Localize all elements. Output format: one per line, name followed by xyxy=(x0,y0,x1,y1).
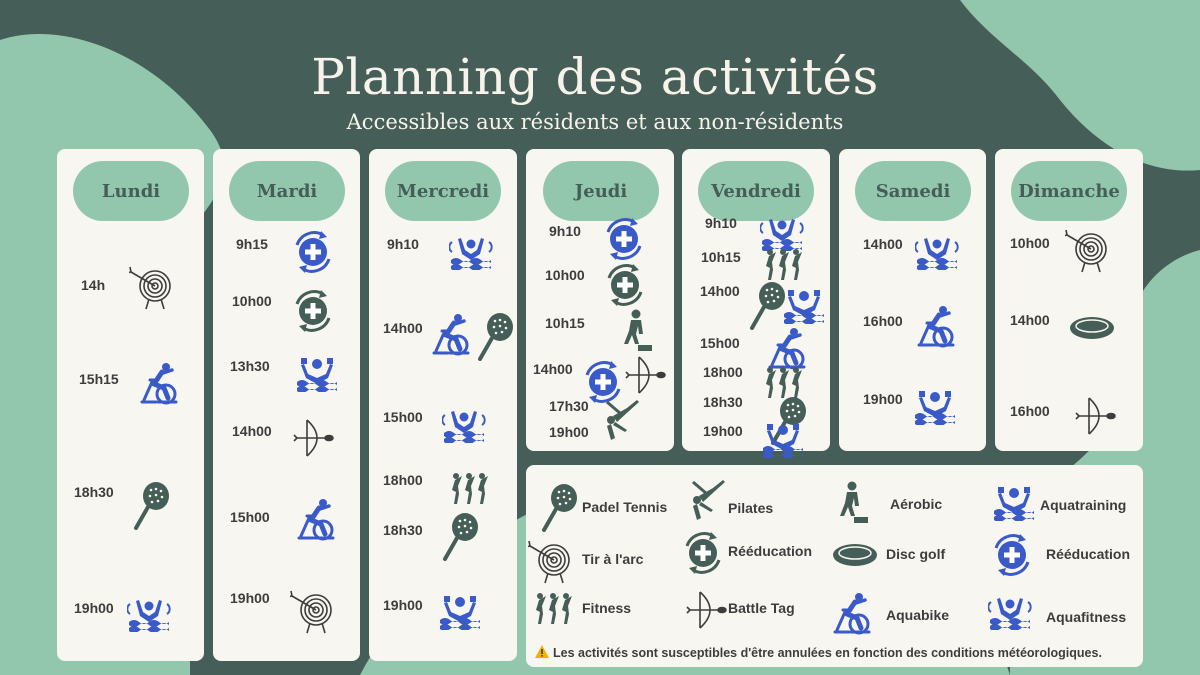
aquafitness-icon xyxy=(442,409,486,443)
legend-label: Aquafitness xyxy=(1046,609,1127,625)
slot-time: 14h00 xyxy=(700,283,740,299)
cancellation-note: Les activités sont susceptibles d'être annulées en fonction des conditions météorologiques. xyxy=(535,645,1102,661)
aquafitness-icon xyxy=(988,596,1032,630)
slot-time: 16h00 xyxy=(863,313,903,329)
aquatraining-icon xyxy=(761,420,805,458)
fitness-icon xyxy=(762,248,806,282)
slot-time: 19h00 xyxy=(863,391,903,407)
slot-time: 19h00 xyxy=(383,597,423,613)
slot-time: 10h00 xyxy=(232,293,272,309)
aquafitness-icon xyxy=(127,598,171,632)
slot-time: 18h00 xyxy=(383,472,423,488)
aerobic-icon xyxy=(834,481,870,525)
slot-time: 10h00 xyxy=(1010,235,1050,251)
slot-time: 10h15 xyxy=(701,249,741,265)
legend-label: Aérobic xyxy=(890,496,943,512)
aquabike-icon xyxy=(428,311,474,357)
day-heading: Jeudi xyxy=(543,161,659,221)
aquabike-icon xyxy=(764,325,810,371)
slot-time: 14h00 xyxy=(383,320,423,336)
battle-tag-bow-icon xyxy=(293,418,335,458)
page-title: Planning des activités xyxy=(311,48,879,106)
aerobic-icon xyxy=(618,309,654,353)
day-card-mardi xyxy=(213,149,360,661)
slot-time: 19h00 xyxy=(549,424,589,440)
day-heading: Mercredi xyxy=(385,161,501,221)
slot-time: 13h30 xyxy=(230,358,270,374)
legend-label: Fitness xyxy=(582,600,632,616)
day-heading: Dimanche xyxy=(1011,161,1127,221)
legend-label: Aquabike xyxy=(886,607,950,623)
pilates-icon xyxy=(683,478,729,522)
slot-time: 10h15 xyxy=(545,315,585,331)
archery-target-icon xyxy=(528,540,574,584)
slot-time: 15h00 xyxy=(383,409,423,425)
slot-time: 18h00 xyxy=(703,364,743,380)
aquatraining-icon xyxy=(782,286,826,324)
pilates-icon xyxy=(597,398,643,442)
reeducation-blue-icon xyxy=(600,216,648,262)
aquafitness-icon xyxy=(760,217,804,251)
slot-time: 9h15 xyxy=(236,236,268,252)
warning-icon xyxy=(535,645,549,661)
slot-time: 14h00 xyxy=(1010,312,1050,328)
slot-time: 9h10 xyxy=(549,223,581,239)
day-heading: Samedi xyxy=(855,161,971,221)
slot-time: 18h30 xyxy=(74,484,114,500)
archery-target-icon xyxy=(1065,229,1111,273)
day-heading: Vendredi xyxy=(698,161,814,221)
fitness-icon xyxy=(448,472,492,506)
slot-time: 17h30 xyxy=(549,398,589,414)
aquatraining-icon xyxy=(913,387,957,425)
battle-tag-bow-icon xyxy=(1075,396,1117,436)
legend-label: Battle Tag xyxy=(728,600,795,616)
disc-golf-icon xyxy=(831,540,879,570)
reeducation-dark-icon xyxy=(679,530,727,576)
aquatraining-icon xyxy=(295,354,339,392)
legend-label: Rééducation xyxy=(1046,546,1131,562)
page-subtitle: Accessibles aux résidents et aux non-résidents xyxy=(346,110,844,134)
slot-time: 19h00 xyxy=(230,590,270,606)
padel-racket-icon xyxy=(540,482,580,532)
archery-target-icon xyxy=(290,590,336,634)
legend-label: Disc golf xyxy=(886,546,946,562)
slot-time: 15h00 xyxy=(700,335,740,351)
day-card-mercredi xyxy=(369,149,517,661)
fitness-icon xyxy=(532,592,576,626)
aquabike-icon xyxy=(829,590,875,636)
slot-time: 19h00 xyxy=(74,600,114,616)
slot-time: 14h xyxy=(81,277,106,293)
slot-time: 15h00 xyxy=(230,509,270,525)
disc-golf-icon xyxy=(1068,313,1116,343)
aquatraining-icon xyxy=(992,483,1036,521)
aquabike-icon xyxy=(293,496,339,542)
padel-racket-icon xyxy=(476,311,516,361)
battle-tag-bow-icon xyxy=(686,590,728,630)
slot-time: 14h00 xyxy=(863,236,903,252)
slot-time: 18h30 xyxy=(383,522,423,538)
aquatraining-icon xyxy=(438,592,482,630)
day-heading: Mardi xyxy=(229,161,345,221)
padel-racket-icon xyxy=(132,480,172,530)
slot-time: 19h00 xyxy=(703,423,743,439)
legend-label: Aquatraining xyxy=(1040,497,1127,513)
reeducation-blue-icon xyxy=(988,532,1036,578)
slot-time: 18h30 xyxy=(703,394,743,410)
slot-time: 10h00 xyxy=(545,267,585,283)
aquabike-icon xyxy=(136,360,182,406)
reeducation-dark-icon xyxy=(289,288,337,334)
slot-time: 14h00 xyxy=(533,361,573,377)
slot-time: 14h00 xyxy=(232,423,272,439)
padel-racket-icon xyxy=(441,511,481,561)
archery-target-icon xyxy=(129,266,175,310)
reeducation-blue-icon xyxy=(289,229,337,275)
legend-label: Rééducation xyxy=(728,543,813,559)
slot-time: 16h00 xyxy=(1010,403,1050,419)
slot-time: 9h10 xyxy=(387,236,419,252)
slot-time: 9h10 xyxy=(705,215,737,231)
slot-time: 15h15 xyxy=(79,371,119,387)
reeducation-dark-icon xyxy=(601,262,649,308)
legend-label: Tir à l'arc xyxy=(582,551,644,567)
aquafitness-icon xyxy=(915,236,959,270)
legend-label: Pilates xyxy=(728,500,774,516)
aquabike-icon xyxy=(913,303,959,349)
battle-tag-bow-icon xyxy=(625,355,667,395)
day-heading: Lundi xyxy=(73,161,189,221)
legend-label: Padel Tennis xyxy=(582,499,668,515)
aquafitness-icon xyxy=(449,236,493,270)
